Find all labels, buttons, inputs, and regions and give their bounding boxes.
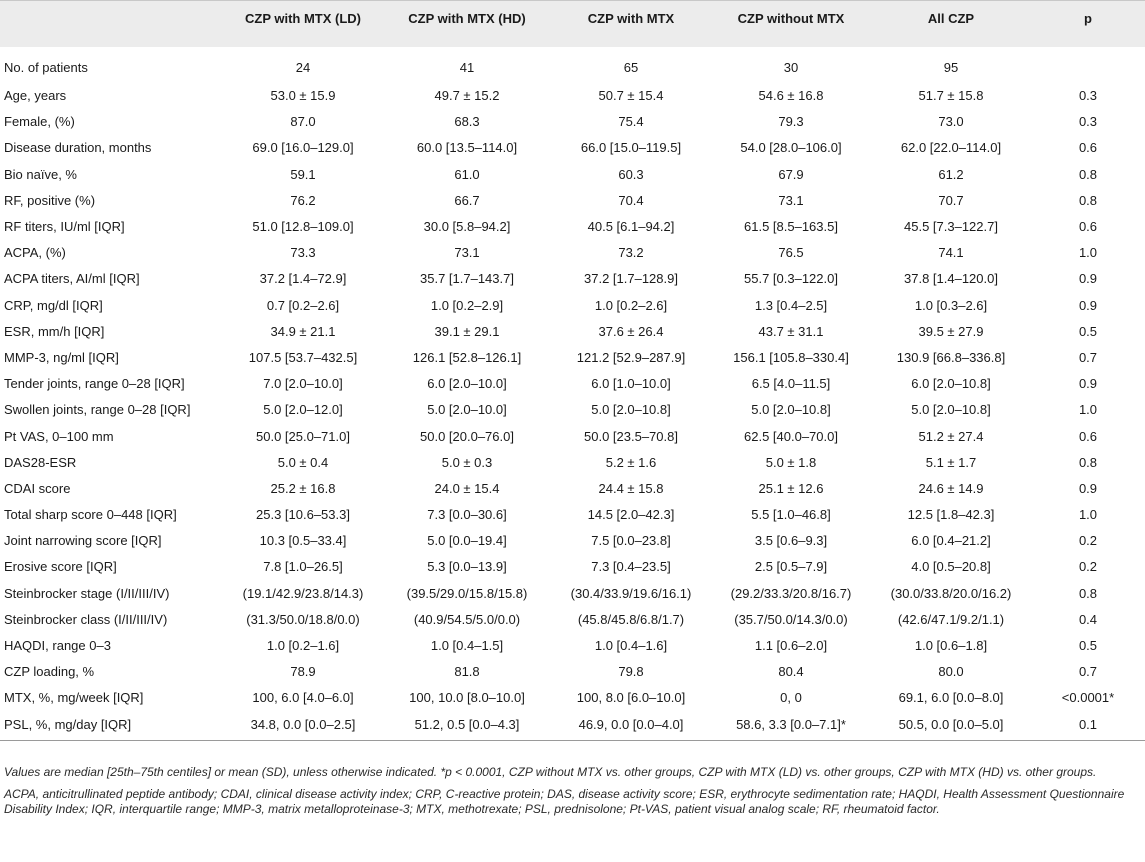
table-row xyxy=(0,502,1145,528)
value-cell: <0.0001* xyxy=(1061,690,1115,706)
value-cell: 34.8, 0.0 [0.0–2.5] xyxy=(223,711,383,741)
row-label-cell: Pt VAS, 0–100 mm xyxy=(4,428,114,444)
value-cell: 0.2 xyxy=(1078,559,1098,575)
value-cell: 3.5 [0.6–9.3] xyxy=(754,533,828,549)
value-cell: 100, 6.0 [4.0–6.0] xyxy=(252,690,354,706)
table-row xyxy=(0,711,1145,741)
value-cell: 30.0 [5.8–94.2] xyxy=(423,219,511,235)
value-cell: 69.1, 6.0 [0.0–8.0] xyxy=(898,690,1004,706)
value-cell: 53.0 ± 15.9 xyxy=(270,88,336,104)
value-cell: 0.3 xyxy=(1078,88,1098,104)
value-cell: 0.6 xyxy=(1078,219,1098,235)
value-cell: 68.3 xyxy=(454,114,480,130)
value-cell: 25.2 ± 16.8 xyxy=(270,480,336,496)
table-row xyxy=(0,266,1145,292)
value-cell: 1.1 [0.6–2.0] xyxy=(754,638,828,654)
table-row xyxy=(0,135,1145,161)
value-cell: 7.0 [2.0–10.0] xyxy=(263,376,343,392)
value-cell: 0.8 xyxy=(1078,166,1098,182)
value-cell: 5.0 ± 0.4 xyxy=(277,454,329,470)
value-cell: 24.0 ± 15.4 xyxy=(434,480,500,496)
row-label-cell: Steinbrocker class (I/II/III/IV) xyxy=(4,611,168,627)
value-cell: 61.5 [8.5–163.5] xyxy=(744,219,838,235)
row-label-cell: Swollen joints, range 0–28 [IQR] xyxy=(4,402,191,418)
value-cell: 0.9 xyxy=(1078,271,1098,287)
value-cell: 58.6, 3.3 [0.0–7.1]* xyxy=(711,711,871,741)
table-row xyxy=(0,213,1145,239)
value-cell: 49.7 ± 15.2 xyxy=(434,88,500,104)
row-label-cell: Bio naïve, % xyxy=(4,166,77,182)
value-cell xyxy=(1031,47,1145,83)
table-row xyxy=(0,685,1145,711)
row-label-cell: MTX, %, mg/week [IQR] xyxy=(4,690,144,706)
value-cell: (30.0/33.8/20.0/16.2) xyxy=(890,585,1012,601)
value-cell: 24.6 ± 14.9 xyxy=(918,480,984,496)
value-cell: 1.0 xyxy=(1078,402,1098,418)
row-label-cell: Tender joints, range 0–28 [IQR] xyxy=(4,376,185,392)
table-row xyxy=(0,187,1145,213)
value-cell: 7.3 [0.0–30.6] xyxy=(427,507,507,523)
row-label-cell: MMP-3, ng/ml [IQR] xyxy=(4,349,119,365)
value-cell: 80.0 xyxy=(938,664,964,680)
header-cell: All CZP xyxy=(871,1,1031,47)
value-cell: 74.1 xyxy=(938,245,964,261)
row-label-cell: DAS28-ESR xyxy=(4,454,77,470)
value-cell: 25.3 [10.6–53.3] xyxy=(256,507,350,523)
table-row xyxy=(0,83,1145,109)
row-label-cell: Steinbrocker stage (I/II/III/IV) xyxy=(4,585,170,601)
value-cell: 0.2 xyxy=(1078,533,1098,549)
value-cell: 121.2 [52.9–287.9] xyxy=(576,349,686,365)
table-row xyxy=(0,606,1145,632)
value-cell: 59.1 xyxy=(290,166,316,182)
value-cell: 1.0 [0.4–1.5] xyxy=(430,638,504,654)
value-cell: 5.5 [1.0–46.8] xyxy=(751,507,831,523)
value-cell: 6.5 [4.0–11.5] xyxy=(751,376,831,392)
value-cell: 25.1 ± 12.6 xyxy=(758,480,824,496)
row-label-cell: RF, positive (%) xyxy=(4,192,96,208)
value-cell: (45.8/45.8/6.8/1.7) xyxy=(577,611,685,627)
row-label-cell: Joint narrowing score [IQR] xyxy=(4,533,162,549)
value-cell: 7.3 [0.4–23.5] xyxy=(591,559,671,575)
value-cell: 39.1 ± 29.1 xyxy=(434,323,500,339)
value-cell: 40.5 [6.1–94.2] xyxy=(587,219,675,235)
value-cell: 130.9 [66.8–336.8] xyxy=(896,349,1006,365)
row-label-cell: ESR, mm/h [IQR] xyxy=(4,323,105,339)
value-cell: 5.0 [2.0–10.8] xyxy=(591,402,671,418)
value-cell: 0.9 xyxy=(1078,297,1098,313)
value-cell: 14.5 [2.0–42.3] xyxy=(587,507,675,523)
value-cell: 1.0 [0.2–1.6] xyxy=(266,638,340,654)
value-cell: 37.8 [1.4–120.0] xyxy=(904,271,998,287)
table-row xyxy=(0,449,1145,475)
value-cell: 1.0 xyxy=(1078,245,1098,261)
value-cell: 79.3 xyxy=(778,114,804,130)
value-cell: (40.9/54.5/5.0/0.0) xyxy=(413,611,521,627)
value-cell: 73.1 xyxy=(778,192,804,208)
value-cell: 1.0 [0.3–2.6] xyxy=(914,297,988,313)
value-cell: 0.7 [0.2–2.6] xyxy=(266,297,340,313)
abbreviations-footnote: ACPA, anticitrullinated peptide antibody; CDAI, clinical disease activity index; CRP, C-reactive protein; DAS, disease activity score; ESR, erythrocyte sedimentation rate; HAQDI, Health Assessment Questionnaire Disability Index; IQR, interquartile range; MMP-3, matrix metalloproteinase-3; MTX, methotrexate; PSL, prednisolone; Pt-VAS, patient visual analog scale; RF, rheumatoid factor. xyxy=(4,786,1125,816)
value-cell: 51.7 ± 15.8 xyxy=(918,88,984,104)
value-cell: 61.0 xyxy=(454,166,480,182)
value-cell: 50.0 [20.0–76.0] xyxy=(420,428,514,444)
value-cell: 73.1 xyxy=(454,245,480,261)
table-row xyxy=(0,580,1145,606)
value-cell: 5.0 [2.0–12.0] xyxy=(263,402,343,418)
value-cell: 1.0 [0.6–1.8] xyxy=(914,638,988,654)
table-row xyxy=(0,632,1145,658)
value-cell: 2.5 [0.5–7.9] xyxy=(754,559,828,575)
header-cell: CZP with MTX (HD) xyxy=(383,1,551,47)
value-cell: 6.0 [2.0–10.8] xyxy=(911,376,991,392)
row-label-cell: CDAI score xyxy=(4,480,71,496)
value-cell: 46.9, 0.0 [0.0–4.0] xyxy=(551,711,711,741)
value-cell: 0.9 xyxy=(1078,376,1098,392)
value-cell: (35.7/50.0/14.3/0.0) xyxy=(734,611,848,627)
header-cell: CZP with MTX xyxy=(551,1,711,47)
value-cell: 34.9 ± 21.1 xyxy=(270,323,336,339)
table-row xyxy=(0,240,1145,266)
value-cell: 10.3 [0.5–33.4] xyxy=(259,533,347,549)
value-cell: 62.5 [40.0–70.0] xyxy=(744,428,838,444)
value-cell: 1.0 [0.2–2.6] xyxy=(594,297,668,313)
value-cell: 5.1 ± 1.7 xyxy=(925,454,977,470)
value-cell: 51.2, 0.5 [0.0–4.3] xyxy=(383,711,551,741)
value-cell: 0.1 xyxy=(1031,711,1145,741)
value-cell: 0.6 xyxy=(1078,140,1098,156)
value-cell: (29.2/33.3/20.8/16.7) xyxy=(730,585,852,601)
value-cell: 79.8 xyxy=(618,664,644,680)
value-cell: 39.5 ± 27.9 xyxy=(918,323,984,339)
value-cell: (30.4/33.9/19.6/16.1) xyxy=(570,585,692,601)
value-cell: 45.5 [7.3–122.7] xyxy=(904,219,998,235)
value-cell: 60.0 [13.5–114.0] xyxy=(416,140,518,156)
value-cell: 156.1 [105.8–330.4] xyxy=(733,349,849,365)
value-cell: 37.2 [1.4–72.9] xyxy=(259,271,347,287)
value-cell: 0.8 xyxy=(1078,454,1098,470)
value-cell: 5.0 ± 1.8 xyxy=(765,454,817,470)
value-cell: 0.9 xyxy=(1078,480,1098,496)
table-row xyxy=(0,371,1145,397)
header-cell-label xyxy=(0,1,223,47)
value-cell: 67.9 xyxy=(778,166,804,182)
value-cell: 0.7 xyxy=(1078,664,1098,680)
value-cell: 55.7 [0.3–122.0] xyxy=(744,271,838,287)
row-label-cell: Erosive score [IQR] xyxy=(4,559,117,575)
value-cell: 50.5, 0.0 [0.0–5.0] xyxy=(871,711,1031,741)
value-cell: 6.0 [0.4–21.2] xyxy=(911,533,991,549)
value-cell: 0.8 xyxy=(1078,585,1098,601)
value-cell: 0.8 xyxy=(1078,192,1098,208)
value-cell: 1.0 [0.4–1.6] xyxy=(594,638,668,654)
row-label-cell: CRP, mg/dl [IQR] xyxy=(4,297,103,313)
value-cell: 69.0 [16.0–129.0] xyxy=(252,140,354,156)
value-cell: 1.0 xyxy=(1078,507,1098,523)
value-cell: (42.6/47.1/9.2/1.1) xyxy=(897,611,1005,627)
table-row xyxy=(0,528,1145,554)
value-cell: 5.3 [0.0–13.9] xyxy=(427,559,507,575)
table-row xyxy=(0,659,1145,685)
value-cell: 7.5 [0.0–23.8] xyxy=(591,533,671,549)
value-cell: 5.2 ± 1.6 xyxy=(605,454,657,470)
value-cell: 60.3 xyxy=(618,166,644,182)
table-row xyxy=(0,292,1145,318)
value-cell: 24.4 ± 15.8 xyxy=(598,480,664,496)
value-cell: 0.5 xyxy=(1078,638,1098,654)
value-cell: 0.5 xyxy=(1078,323,1098,339)
row-label-cell: PSL, %, mg/day [IQR] xyxy=(0,711,223,741)
value-cell: 66.0 [15.0–119.5] xyxy=(580,140,682,156)
value-cell: 100, 10.0 [8.0–10.0] xyxy=(409,690,525,706)
value-cell: 65 xyxy=(623,60,639,75)
value-cell: 50.0 [23.5–70.8] xyxy=(584,428,678,444)
header-cell: CZP without MTX xyxy=(711,1,871,47)
value-cell: 12.5 [1.8–42.3] xyxy=(907,507,995,523)
value-cell: 37.2 [1.7–128.9] xyxy=(584,271,678,287)
table-row xyxy=(0,423,1145,449)
value-cell: 62.0 [22.0–114.0] xyxy=(900,140,1002,156)
header-cell: CZP with MTX (LD) xyxy=(223,1,383,47)
value-cell: 0.4 xyxy=(1078,611,1098,627)
value-cell: 54.0 [28.0–106.0] xyxy=(740,140,842,156)
value-cell: 78.9 xyxy=(290,664,316,680)
table-row xyxy=(0,161,1145,187)
table-row xyxy=(0,475,1145,501)
value-cell: 66.7 xyxy=(454,192,480,208)
value-cell: 24 xyxy=(295,60,311,75)
value-cell: (31.3/50.0/18.8/0.0) xyxy=(246,611,360,627)
value-cell: 5.0 ± 0.3 xyxy=(441,454,493,470)
value-cell: 5.0 [2.0–10.0] xyxy=(427,402,507,418)
value-cell: 50.7 ± 15.4 xyxy=(598,88,664,104)
header-cell: p xyxy=(1031,1,1145,47)
row-label-cell: Total sharp score 0–448 [IQR] xyxy=(4,507,177,523)
value-cell: 73.0 xyxy=(938,114,964,130)
table-row xyxy=(0,554,1145,580)
value-cell: 0.3 xyxy=(1078,114,1098,130)
value-cell: 43.7 ± 31.1 xyxy=(758,323,824,339)
value-cell: 80.4 xyxy=(778,664,804,680)
value-cell: 76.5 xyxy=(778,245,804,261)
row-label-cell: No. of patients xyxy=(4,60,88,75)
value-cell: 51.0 [12.8–109.0] xyxy=(252,219,354,235)
value-cell: 1.0 [0.2–2.9] xyxy=(430,297,504,313)
row-label-cell: Age, years xyxy=(4,88,67,104)
value-cell: 51.2 ± 27.4 xyxy=(918,428,984,444)
value-cell: 107.5 [53.7–432.5] xyxy=(248,349,358,365)
value-cell: 126.1 [52.8–126.1] xyxy=(412,349,522,365)
value-cell: 95 xyxy=(943,60,959,75)
row-label-cell: Female, (%) xyxy=(4,114,75,130)
value-cell: 5.0 [0.0–19.4] xyxy=(427,533,507,549)
table-row xyxy=(0,344,1145,370)
row-label-cell: ACPA, (%) xyxy=(4,245,66,261)
table-body xyxy=(0,47,1145,741)
table-row xyxy=(0,397,1145,423)
value-cell: 5.0 [2.0–10.8] xyxy=(751,402,831,418)
value-cell: 81.8 xyxy=(454,664,480,680)
value-cell: 75.4 xyxy=(618,114,644,130)
value-cell: 87.0 xyxy=(290,114,316,130)
row-label-cell: HAQDI, range 0–3 xyxy=(4,638,111,654)
value-cell: 70.7 xyxy=(938,192,964,208)
value-cell: 76.2 xyxy=(290,192,316,208)
row-label-cell: RF titers, IU/ml [IQR] xyxy=(4,219,125,235)
value-cell: 0.6 xyxy=(1078,428,1098,444)
value-cell: 73.2 xyxy=(618,245,644,261)
value-cell: 41 xyxy=(459,60,475,75)
row-label-cell: ACPA titers, AI/ml [IQR] xyxy=(4,271,140,287)
value-cell: 4.0 [0.5–20.8] xyxy=(911,559,991,575)
value-cell: 70.4 xyxy=(618,192,644,208)
value-cell: 50.0 [25.0–71.0] xyxy=(256,428,350,444)
value-cell: 0.7 xyxy=(1078,349,1098,365)
value-cell: 6.0 [1.0–10.0] xyxy=(591,376,671,392)
values-footnote: Values are median [25th–75th centiles] or mean (SD), unless otherwise indicated. *p < 0.0001, CZP without MTX vs. other groups, CZP with MTX (LD) vs. other groups, CZP with MTX (HD) vs. other groups. xyxy=(4,765,1097,779)
table-footnotes xyxy=(4,765,1142,824)
value-cell: 1.3 [0.4–2.5] xyxy=(754,297,828,313)
table-row xyxy=(0,318,1145,344)
value-cell: 54.6 ± 16.8 xyxy=(758,88,824,104)
value-cell: 37.6 ± 26.4 xyxy=(598,323,664,339)
value-cell: (19.1/42.9/23.8/14.3) xyxy=(242,585,364,601)
table-row xyxy=(0,47,1145,83)
table-row xyxy=(0,109,1145,135)
value-cell: 6.0 [2.0–10.0] xyxy=(427,376,507,392)
row-label-cell: Disease duration, months xyxy=(4,140,152,156)
row-label-cell: CZP loading, % xyxy=(4,664,95,680)
value-cell: 35.7 [1.7–143.7] xyxy=(420,271,514,287)
value-cell: 5.0 [2.0–10.8] xyxy=(911,402,991,418)
value-cell: 7.8 [1.0–26.5] xyxy=(263,559,343,575)
value-cell: 0, 0 xyxy=(780,690,802,706)
value-cell: 30 xyxy=(783,60,799,75)
value-cell: 73.3 xyxy=(290,245,316,261)
value-cell: (39.5/29.0/15.8/15.8) xyxy=(406,585,528,601)
value-cell: 100, 8.0 [6.0–10.0] xyxy=(576,690,686,706)
table-header-row xyxy=(0,1,1145,47)
value-cell: 61.2 xyxy=(938,166,964,182)
